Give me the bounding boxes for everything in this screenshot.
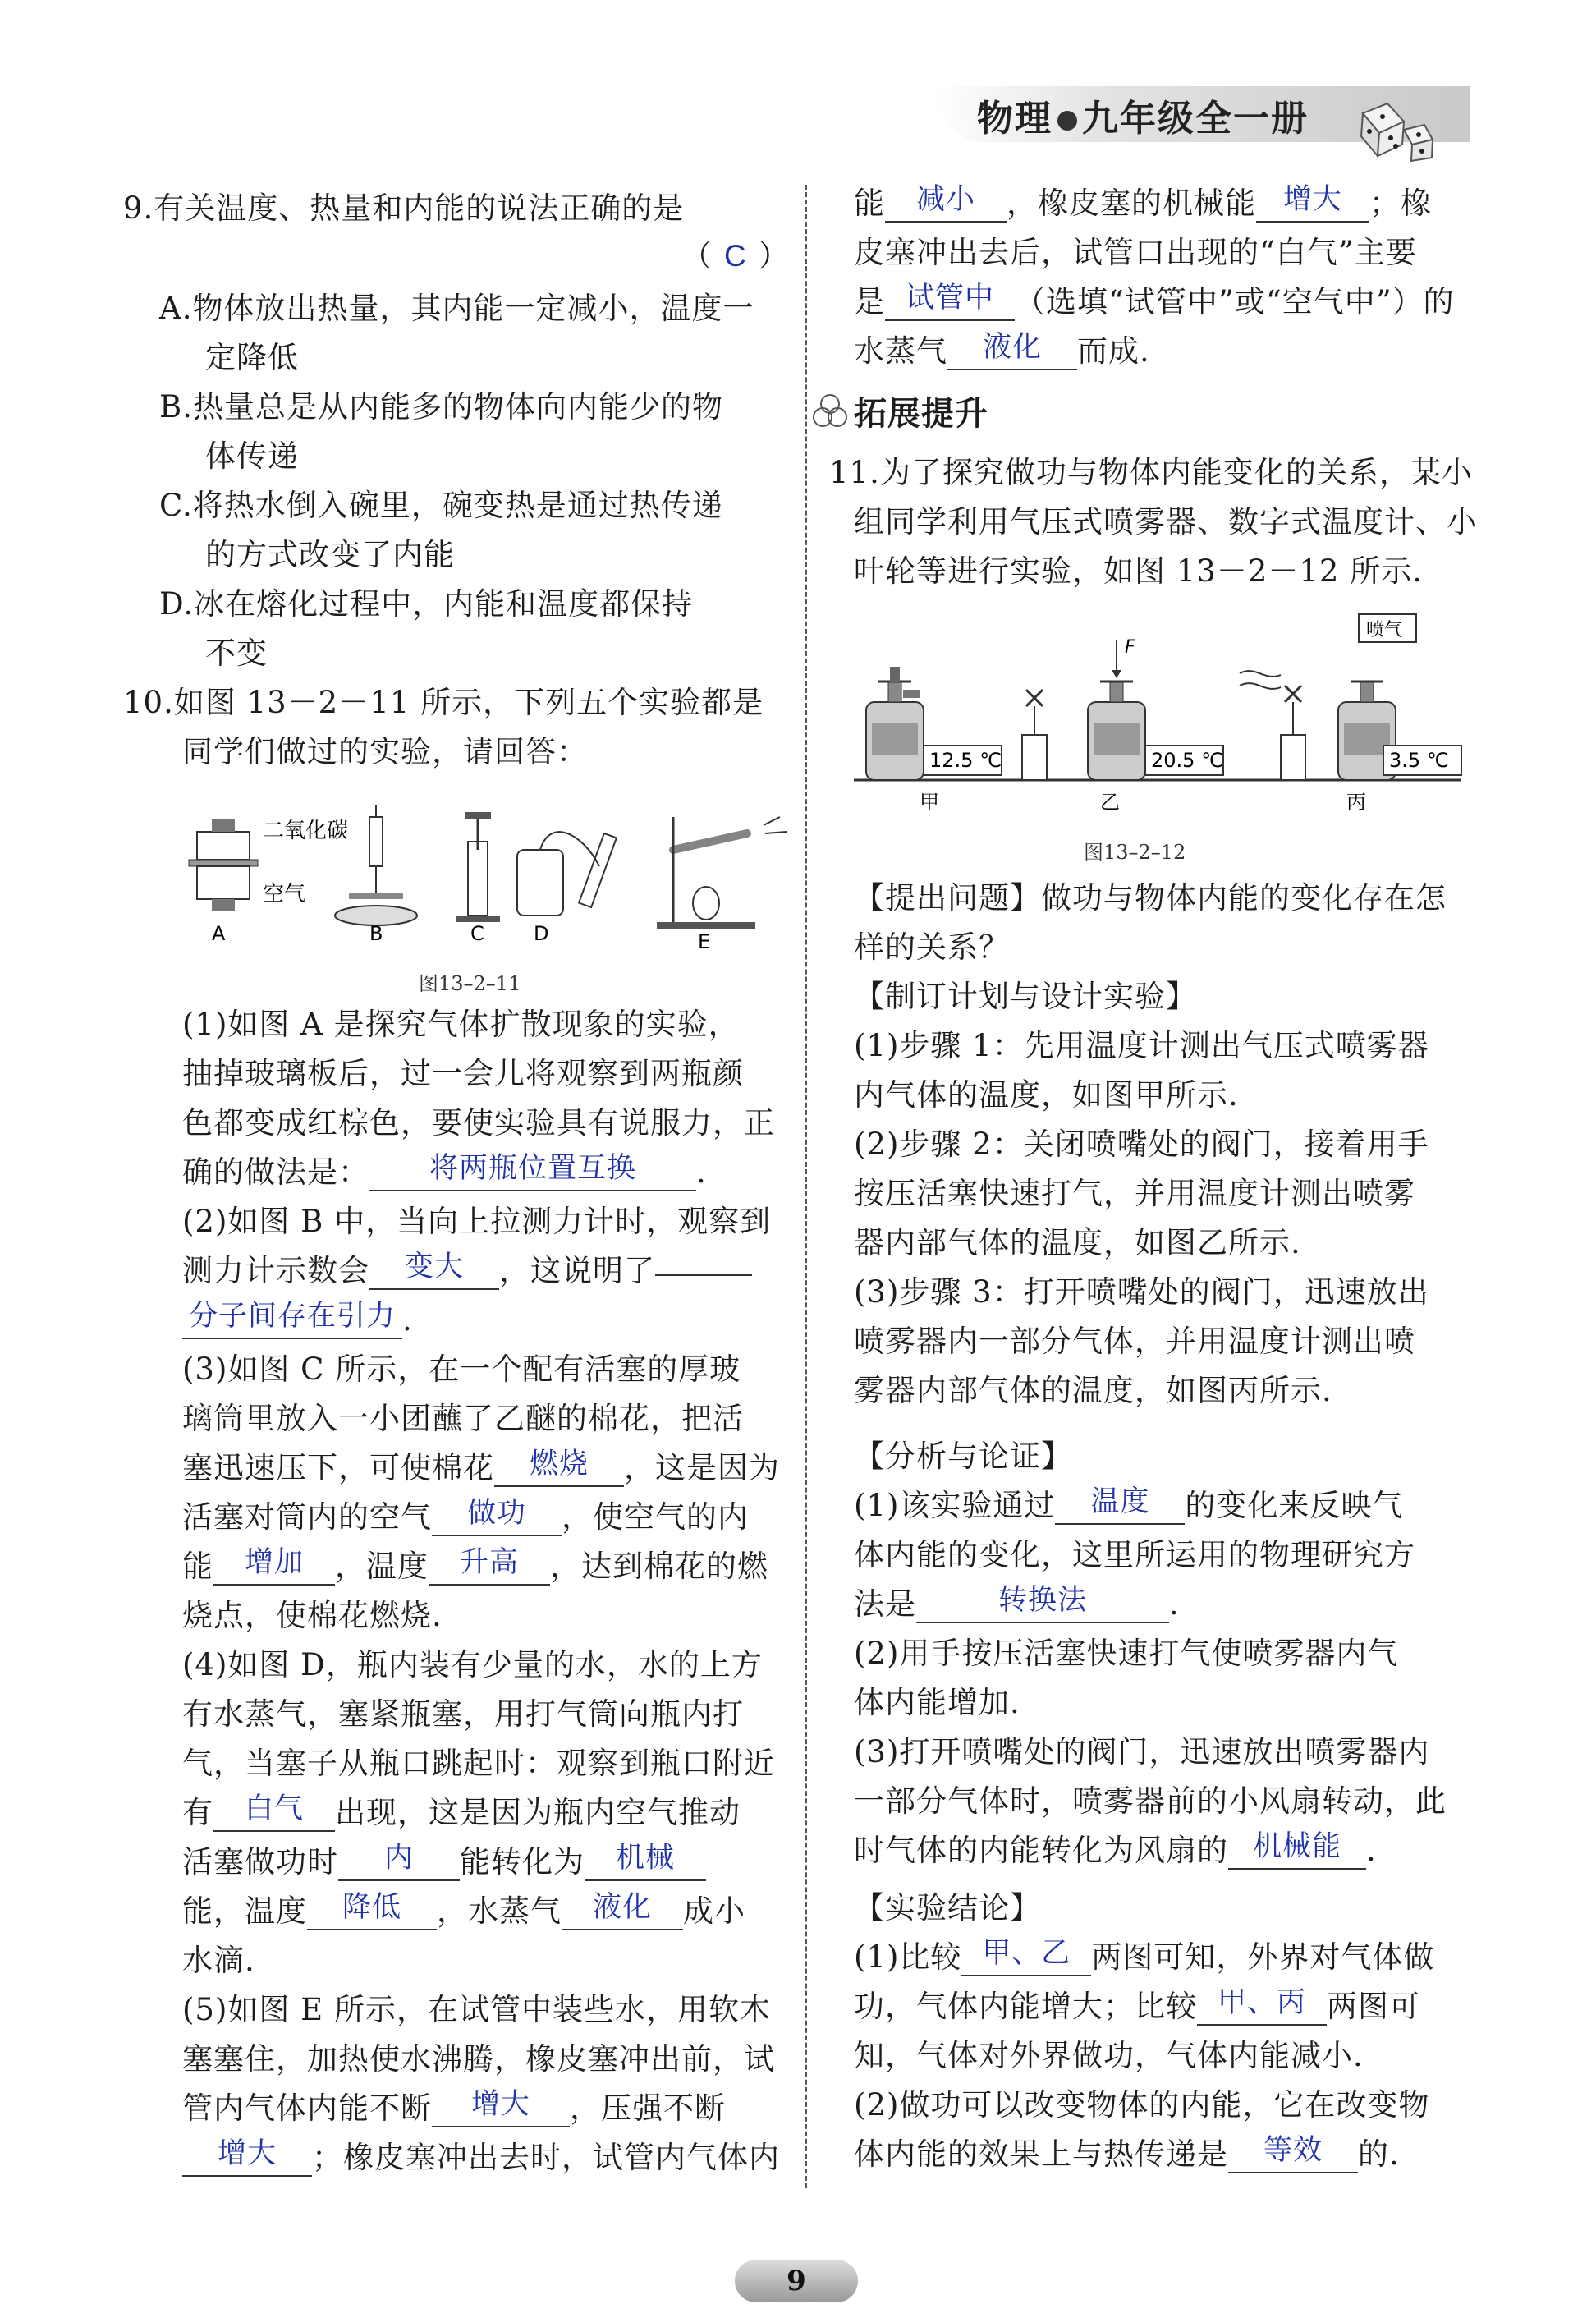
q10-part5-r4: 水蒸气 液化 而成. bbox=[854, 330, 1150, 375]
label-bing: 丙 bbox=[1346, 791, 1366, 813]
dice-icon bbox=[1346, 97, 1437, 163]
label-jia: 甲 bbox=[920, 791, 939, 813]
q10-part2-l3: 分子间存在引力 . bbox=[182, 1299, 413, 1344]
extension-icon bbox=[811, 392, 849, 430]
q11-step3: (3)步骤 3：打开喷嘴处的阀门，迅速放出 bbox=[854, 1274, 1429, 1310]
answer-blank: 减小 bbox=[885, 178, 1007, 223]
answer-blank: 等效 bbox=[1228, 2129, 1358, 2173]
answer-blank: 机械能 bbox=[1228, 1825, 1366, 1870]
figure-caption-13-2-11: 图13–2–11 bbox=[419, 972, 521, 995]
answer-blank: 升高 bbox=[429, 1541, 550, 1586]
q11-step1: (1)步骤 1：先用温度计测出气压式喷雾器 bbox=[854, 1028, 1429, 1063]
q11-analysis2-l2: 体内能增加. bbox=[854, 1685, 1020, 1720]
q10-stem-cont: 同学们做过的实验，请回答： bbox=[182, 734, 588, 769]
q11-step3-l3: 雾器内部气体的温度，如图丙所示. bbox=[854, 1373, 1332, 1408]
sprayer-bing bbox=[1240, 614, 1461, 780]
section-extension-title: 拓展提升 bbox=[854, 395, 988, 433]
q10-part5-l2: 塞塞住，加热使水沸腾，橡皮塞冲出前，试 bbox=[182, 2041, 775, 2077]
q11-analysis3-l3: 时气体的内能转化为风扇的 机械能 . bbox=[854, 1829, 1377, 1875]
q10-part5-r3: 是 试管中 （选填“试管中”或“空气中”）的 bbox=[854, 281, 1455, 326]
figure-caption-13-2-12: 图13–2–12 bbox=[1084, 841, 1186, 864]
answer-blank: 燃烧 bbox=[494, 1443, 624, 1487]
answer-blank: 增大 bbox=[432, 2083, 570, 2127]
answer-blank: 机械 bbox=[585, 1837, 706, 1881]
column-divider bbox=[805, 185, 807, 2188]
q11-step2-l3: 器内部气体的温度，如图乙所示. bbox=[854, 1225, 1301, 1260]
figure-13-2-12 bbox=[854, 608, 1478, 813]
answer-blank bbox=[655, 1274, 752, 1276]
q9-stem: 9.有关温度、热量和内能的说法正确的是 bbox=[123, 190, 685, 226]
q11-analysis1: (1)该实验通过 温度 的变化来反映气 bbox=[854, 1485, 1403, 1530]
answer-blank: 液化 bbox=[562, 1886, 683, 1930]
q10-part3-l5: 能 增加 ，温度 升高 ，达到棉花的燃 bbox=[182, 1545, 768, 1590]
q10-part5: (5)如图 E 所示，在试管中装些水，用软木 bbox=[182, 1992, 771, 2027]
q10-part3: (3)如图 C 所示，在一个配有活塞的厚玻 bbox=[182, 1352, 741, 1387]
q10-part2: (2)如图 B 中，当向上拉测力计时，观察到 bbox=[182, 1204, 772, 1239]
q10-part4: (4)如图 D，瓶内装有少量的水，水的上方 bbox=[182, 1647, 763, 1682]
q10-part5-l3: 管内气体内能不断 增大 ，压强不断 bbox=[182, 2087, 726, 2132]
sprayer-yi bbox=[1022, 637, 1223, 780]
q10-part4-l5: 活塞做功时 内 能转化为 机械 bbox=[182, 1841, 706, 1886]
answer-blank: 将两瓶位置互换 bbox=[369, 1147, 696, 1191]
q11-question-l2: 样的关系？ bbox=[854, 929, 1010, 965]
label-d: D bbox=[534, 922, 549, 945]
answer-blank: 分子间存在引力 bbox=[182, 1295, 402, 1339]
figure-13-2-11 bbox=[172, 801, 796, 957]
bullet-icon bbox=[1057, 111, 1077, 131]
q10-part4-l6: 能，温度 降低 ，水蒸气 液化 成小 bbox=[182, 1890, 745, 1935]
q9-option-b: B.热量总是从内能多的物体向内能少的物 bbox=[159, 389, 723, 425]
q9-option-a-cont: 定降低 bbox=[205, 340, 299, 375]
q11-stem-l2: 组同学利用气压式喷雾器、数字式温度计、小 bbox=[854, 504, 1478, 539]
answer-blank: 增加 bbox=[213, 1541, 335, 1586]
temp-bing: 3.5 ℃ bbox=[1389, 749, 1449, 772]
answer-blank: 温度 bbox=[1055, 1480, 1185, 1525]
q10-part1-l2: 抽掉玻璃板后，过一会儿将观察到两瓶颜 bbox=[182, 1056, 744, 1091]
label-e: E bbox=[698, 930, 711, 953]
q11-stem: 11.为了探究做功与物体内能变化的关系，某小 bbox=[829, 455, 1473, 490]
answer-blank: 增大 bbox=[1256, 178, 1369, 223]
answer-blank: 内 bbox=[338, 1837, 460, 1881]
q11-analysis3-l2: 一部分气体时，喷雾器前的小风扇转动，此 bbox=[854, 1783, 1447, 1819]
q11-conclusion1-l3: 知，气体对外界做功，气体内能减小. bbox=[854, 2038, 1364, 2073]
q10-part3-l4: 活塞对筒内的空气 做功 ，使空气的内 bbox=[182, 1496, 749, 1541]
q11-analysis2: (2)用手按压活塞快速打气使喷雾器内气 bbox=[854, 1636, 1399, 1671]
q11-conclusion1: (1)比较 甲、乙 两图可知，外界对气体做 bbox=[854, 1936, 1434, 1981]
q10-part3-l3: 塞迅速压下，可使棉花 燃烧 ，这是因为 bbox=[182, 1447, 780, 1492]
q10-stem: 10.如图 13－2－11 所示，下列五个实验都是 bbox=[123, 685, 764, 720]
answer-blank: 变大 bbox=[369, 1246, 499, 1290]
label-a: A bbox=[212, 922, 226, 945]
q11-conclusion2: (2)做功可以改变物体的内能，它在改变物 bbox=[854, 2087, 1430, 2123]
answer-blank: 做功 bbox=[432, 1492, 562, 1536]
q11-analysis1-l3: 法是 转换法 . bbox=[854, 1583, 1180, 1628]
q11-conclusion2-l2: 体内能的效果上与热传递是 等效 的. bbox=[854, 2133, 1400, 2178]
q11-conclusion-heading: 【实验结论】 bbox=[854, 1890, 1041, 1925]
q11-step3-l2: 喷雾器内一部分气体，并用温度计测出喷 bbox=[854, 1324, 1415, 1359]
answer-blank: 转换法 bbox=[916, 1579, 1169, 1623]
q10-part5-l4: 增大 ；橡皮塞冲出去时，试管内气体内 bbox=[182, 2136, 780, 2182]
label-co2: 二氧化碳 bbox=[263, 819, 349, 843]
q10-part5-r1: 能 减小 ，橡皮塞的机械能 增大 ；橡 bbox=[854, 182, 1432, 227]
label-yi: 乙 bbox=[1100, 791, 1120, 813]
q10-part4-l2: 有水蒸气，塞紧瓶塞，用打气筒向瓶内打 bbox=[182, 1696, 744, 1732]
q10-part5-r2: 皮塞冲出去后，试管口出现的“白气”主要 bbox=[854, 235, 1417, 270]
q10-part4-l3: 气，当塞子从瓶口跳起时：观察到瓶口附近 bbox=[182, 1746, 775, 1781]
q11-question: 【提出问题】做功与物体内能的变化存在怎 bbox=[854, 880, 1447, 916]
answer-blank: 白气 bbox=[213, 1788, 335, 1832]
q10-part4-l4: 有 白气 出现，这是因为瓶内空气推动 bbox=[182, 1792, 741, 1837]
q11-analysis3: (3)打开喷嘴处的阀门，迅速放出喷雾器内 bbox=[854, 1734, 1430, 1769]
temp-yi: 20.5 ℃ bbox=[1151, 749, 1224, 772]
book-title: 物理 九年级全一册 bbox=[977, 98, 1309, 140]
temp-jia: 12.5 ℃ bbox=[929, 749, 1002, 772]
q10-part2-l2: 测力计示数会 变大 ，这说明了 bbox=[182, 1250, 752, 1295]
answer-blank: 试管中 bbox=[885, 277, 1015, 321]
sprayer-jia bbox=[866, 667, 1002, 780]
q11-step2-l2: 按压活塞快速打气，并用温度计测出喷雾 bbox=[854, 1176, 1415, 1211]
q11-analysis-heading: 【分析与论证】 bbox=[854, 1439, 1072, 1474]
q11-analysis1-l2: 体内能的变化，这里所运用的物理研究方 bbox=[854, 1537, 1415, 1572]
answer-blank: 甲、丙 bbox=[1197, 1981, 1327, 2026]
q9-option-b-cont: 体传递 bbox=[205, 438, 299, 474]
page-number: 9 bbox=[735, 2260, 858, 2302]
q10-part3-l6: 烧点，使棉花燃烧. bbox=[182, 1598, 443, 1633]
q10-part1-l3: 色都变成红棕色，要使实验具有说服力，正 bbox=[182, 1105, 775, 1141]
q11-step2: (2)步骤 2：关闭喷嘴处的阀门，接着用手 bbox=[854, 1127, 1429, 1162]
q11-plan-heading: 【制订计划与设计实验】 bbox=[854, 979, 1197, 1014]
q10-part1: (1)如图 A 是探究气体扩散现象的实验， bbox=[182, 1007, 740, 1042]
label-b: B bbox=[369, 922, 383, 945]
label-air: 空气 bbox=[263, 882, 306, 906]
q9-answer-bracket: （ C ） bbox=[681, 238, 790, 273]
spray-label: 喷气 bbox=[1366, 620, 1403, 640]
q11-stem-l3: 叶轮等进行实验，如图 13－2－12 所示. bbox=[854, 553, 1423, 589]
q9-option-d: D.冰在熔化过程中，内能和温度都保持 bbox=[159, 586, 694, 622]
q9-option-d-cont: 不变 bbox=[205, 636, 268, 671]
q10-part1-l4: 确的做法是： 将两瓶位置互换 . bbox=[182, 1151, 707, 1196]
label-c: C bbox=[470, 922, 484, 945]
q10-part3-l2: 璃筒里放入一小团蘸了乙醚的棉花，把活 bbox=[182, 1401, 744, 1436]
q11-step1-l2: 内气体的温度，如图甲所示. bbox=[854, 1077, 1239, 1113]
force-label: F bbox=[1125, 637, 1135, 658]
answer-blank: 增大 bbox=[182, 2132, 312, 2177]
q9-option-c: C.将热水倒入碗里，碗变热是通过热传递 bbox=[159, 488, 723, 523]
answer-blank: 甲、乙 bbox=[961, 1932, 1091, 1976]
q9-option-c-cont: 的方式改变了内能 bbox=[205, 537, 455, 572]
answer-blank: 降低 bbox=[307, 1886, 437, 1930]
answer-blank: 液化 bbox=[947, 326, 1077, 370]
q10-part4-l7: 水滴. bbox=[182, 1943, 255, 1978]
q11-conclusion1-l2: 功，气体内能增大；比较 甲、丙 两图可 bbox=[854, 1985, 1420, 2031]
q9-answer: C bbox=[724, 239, 747, 273]
q9-option-a: A.物体放出热量，其内能一定减小，温度一 bbox=[159, 291, 754, 326]
